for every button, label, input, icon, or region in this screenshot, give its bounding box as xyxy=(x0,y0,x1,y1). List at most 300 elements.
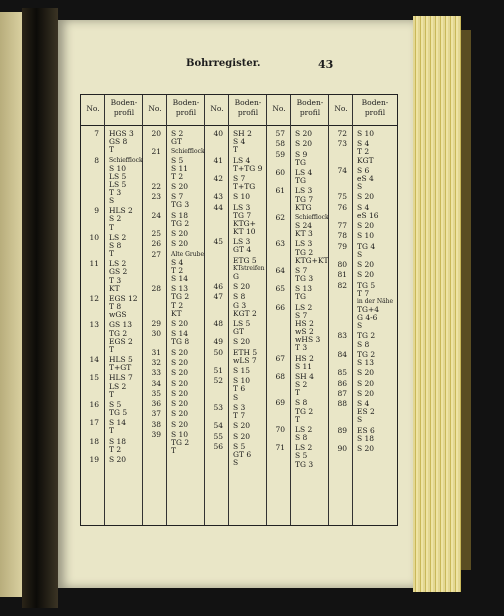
soil-profile-line: LS 5 xyxy=(109,179,127,189)
header-line: profil xyxy=(113,108,135,117)
book-cover-edge xyxy=(461,30,471,570)
soil-profile-line: ETH 5 xyxy=(233,347,258,357)
soil-profile-line: T+GT xyxy=(109,363,132,373)
soil-profile-line: GT xyxy=(233,327,244,336)
soil-profile-line: EGS 12 xyxy=(109,293,138,303)
header-line: profil xyxy=(237,108,259,117)
soil-profile-line: T xyxy=(109,145,115,155)
column-rule xyxy=(228,95,229,525)
bore-number: 22 xyxy=(151,182,161,191)
header-line: Boden- xyxy=(296,98,324,107)
book-gutter xyxy=(22,8,58,608)
bore-number: 72 xyxy=(337,129,347,138)
bore-number: 17 xyxy=(89,418,99,428)
soil-profile-line: TG 2 xyxy=(109,328,128,338)
bore-number: 40 xyxy=(213,129,223,138)
soil-profile-line: TG 7 xyxy=(233,210,252,220)
column-rule xyxy=(352,95,353,525)
soil-profile-line: S 20 xyxy=(171,409,189,419)
soil-profile-line: S 10 xyxy=(357,129,375,138)
soil-profile-line: T 7 xyxy=(357,288,370,298)
soil-profile-line: S 20 xyxy=(171,378,189,388)
soil-profile-line: HLS 5 xyxy=(109,355,133,364)
soil-profile-line: T xyxy=(109,249,115,258)
bore-number: 30 xyxy=(151,329,161,339)
soil-profile-line: S 20 xyxy=(295,139,313,149)
soil-profile-line: HLS 7 xyxy=(109,373,133,383)
header-no xyxy=(205,104,229,114)
bore-number: 60 xyxy=(275,168,285,177)
soil-profile-line: S 7 xyxy=(171,192,184,202)
bore-number: 51 xyxy=(213,366,223,375)
soil-profile-line: S 20 xyxy=(357,368,375,378)
soil-profile-line: S 20 xyxy=(233,421,251,431)
soil-profile-line: KTstreifen xyxy=(233,264,265,272)
soil-profile-line: KGT xyxy=(357,155,374,165)
header-no xyxy=(143,104,167,114)
soil-profile-line: S 4 xyxy=(357,399,370,409)
bore-number: 44 xyxy=(213,202,223,212)
bore-number: 74 xyxy=(337,165,347,175)
bore-number: 25 xyxy=(151,229,161,239)
soil-profile-line: in der Nähe xyxy=(357,297,394,305)
soil-profile-line: S 5 xyxy=(233,441,246,451)
soil-profile-line: LS 2 xyxy=(109,232,127,242)
bore-number: 29 xyxy=(151,318,161,328)
soil-profile-line: S 11 xyxy=(295,361,313,371)
bore-number: 70 xyxy=(275,424,285,434)
bore-number: 79 xyxy=(337,241,347,251)
soil-profile-line: eS 4 xyxy=(357,173,374,183)
soil-profile-line: TG 5 xyxy=(109,408,128,417)
bore-number: 58 xyxy=(275,139,285,149)
bore-number: 88 xyxy=(337,399,347,409)
header-no xyxy=(329,104,353,114)
soil-profile-line: S 20 xyxy=(357,378,375,388)
soil-profile-line: S 8 xyxy=(357,339,370,349)
bore-number: 71 xyxy=(275,443,285,453)
bore-number: 13 xyxy=(89,320,99,330)
bore-number: 86 xyxy=(337,378,347,388)
soil-profile-line: S xyxy=(357,182,363,191)
soil-profile-line: T xyxy=(233,145,239,155)
bore-number: 37 xyxy=(151,409,161,419)
bore-number: 53 xyxy=(213,402,223,412)
soil-profile-line: S xyxy=(357,249,363,259)
soil-profile-line: Alte Grube xyxy=(171,250,205,258)
column-rule xyxy=(290,95,291,525)
soil-profile-line: TG 5 xyxy=(357,280,376,290)
soil-profile-line: S 20 xyxy=(357,388,375,398)
bore-number: 83 xyxy=(337,331,347,341)
bore-number: 23 xyxy=(151,192,161,202)
soil-profile-line: Schiefflock xyxy=(109,156,143,164)
header-line: Boden- xyxy=(234,98,262,107)
soil-profile-line: G xyxy=(233,271,239,281)
header-line: No. xyxy=(334,104,348,113)
soil-profile-line: S 20 xyxy=(109,455,127,465)
bore-number: 75 xyxy=(337,192,347,202)
bore-number: 46 xyxy=(213,282,223,292)
bore-number: 89 xyxy=(337,425,347,435)
soil-profile-line: T xyxy=(109,426,115,436)
soil-profile-line: LS 2 xyxy=(109,259,127,269)
soil-profile-line: T 2 xyxy=(109,444,122,454)
soil-profile-line: wGS xyxy=(109,310,127,320)
soil-profile-line: S 5 xyxy=(295,451,308,461)
soil-profile-line: S xyxy=(233,392,239,402)
bore-number: 35 xyxy=(151,388,161,398)
soil-profile-line: LS 2 xyxy=(295,443,313,453)
bore-number: 9 xyxy=(94,206,99,216)
bore-number: 45 xyxy=(213,237,223,247)
soil-profile-line: S 20 xyxy=(357,444,375,453)
bore-number: 52 xyxy=(213,376,223,386)
soil-profile-line: KT xyxy=(171,308,182,318)
soil-profile-line: T 8 xyxy=(109,302,122,311)
soil-profile-line: S 24 xyxy=(295,221,313,230)
header-bodenprofil xyxy=(105,98,143,118)
soil-profile-line: S 20 xyxy=(171,318,189,328)
soil-profile-line: eS 16 xyxy=(357,210,379,220)
soil-profile-line: S 20 xyxy=(171,239,189,249)
soil-profile-line: KTG+KT xyxy=(295,255,329,265)
bore-number: 59 xyxy=(275,149,285,159)
soil-profile-line: S xyxy=(357,415,363,425)
soil-profile-line: S 5 xyxy=(109,399,122,409)
soil-profile-line: T 2 xyxy=(171,171,184,181)
soil-profile-line: S 20 xyxy=(233,282,251,292)
soil-profile-line: LS 4 xyxy=(233,155,251,165)
soil-profile-line: ETG 5 xyxy=(233,255,257,265)
soil-profile-line: S 2 xyxy=(171,129,184,138)
soil-profile-line: S 8 xyxy=(233,292,246,302)
soil-profile-line: S 10 xyxy=(233,376,251,386)
bore-number: 62 xyxy=(275,212,285,222)
left-page-edge xyxy=(0,12,22,597)
bore-number: 14 xyxy=(89,355,99,364)
bore-number: 20 xyxy=(151,129,161,138)
soil-profile-line: TG xyxy=(295,292,306,302)
bore-number: 65 xyxy=(275,284,285,294)
soil-profile-line: S 18 xyxy=(109,436,127,446)
soil-profile-line: GS 8 xyxy=(109,137,128,147)
soil-profile-line: KTG xyxy=(295,202,312,212)
bore-number: 27 xyxy=(151,249,161,259)
header-line: profil xyxy=(299,108,321,117)
bore-number: 10 xyxy=(89,232,99,242)
bore-number: 81 xyxy=(337,270,347,280)
running-head xyxy=(0,58,504,72)
soil-profile-line: TG xyxy=(295,176,306,186)
bore-number: 32 xyxy=(151,357,161,367)
soil-profile-line: T xyxy=(109,222,115,232)
soil-profile-line: S 10 xyxy=(171,430,189,439)
soil-profile-line: LS 2 xyxy=(295,424,313,434)
header-line: profil xyxy=(364,108,386,117)
soil-profile-line: S 20 xyxy=(233,431,251,441)
soil-profile-line: T xyxy=(295,388,301,398)
soil-profile-line: Schiefflock xyxy=(295,213,329,221)
soil-profile-line: SH 4 xyxy=(295,371,314,381)
soil-profile-line: S 4 xyxy=(357,139,370,149)
soil-profile-line: T 2 xyxy=(171,265,184,275)
soil-profile-line: LS 3 xyxy=(295,239,313,249)
bore-number: 19 xyxy=(89,455,99,465)
bore-number: 28 xyxy=(151,284,161,294)
bore-number: 78 xyxy=(337,231,347,241)
soil-profile-line: T+TG 9 xyxy=(233,163,263,173)
soil-profile-line: S 10 xyxy=(357,231,375,241)
header-no xyxy=(267,104,291,114)
soil-profile-line: S 20 xyxy=(171,388,189,398)
soil-profile-line: S 13 xyxy=(171,284,189,294)
soil-profile-line: S 20 xyxy=(357,221,375,230)
bore-number: 84 xyxy=(337,349,347,359)
soil-profile-line: S 2 xyxy=(295,380,308,389)
bore-number: 7 xyxy=(94,129,99,138)
header-rule xyxy=(81,125,397,126)
soil-profile-line: S 13 xyxy=(357,357,375,367)
soil-profile-line: T xyxy=(295,414,301,424)
soil-profile-line: KTG+ xyxy=(233,218,256,228)
bore-number: 77 xyxy=(337,221,347,230)
bore-number: 80 xyxy=(337,260,347,269)
soil-profile-line: S 10 xyxy=(109,163,127,173)
soil-profile-line: T xyxy=(109,389,115,399)
soil-profile-line: S 20 xyxy=(171,399,189,409)
soil-profile-line: ES 6 xyxy=(357,425,375,435)
bore-number: 54 xyxy=(213,421,223,431)
bore-number: 42 xyxy=(213,173,223,183)
bore-number: 48 xyxy=(213,318,223,328)
bore-number: 87 xyxy=(337,388,347,398)
soil-profile-line: S 20 xyxy=(171,357,189,367)
bore-number: 8 xyxy=(94,155,99,165)
soil-profile-line: T+TG xyxy=(233,182,256,191)
soil-profile-line: S 13 xyxy=(295,284,313,294)
bore-number: 73 xyxy=(337,139,347,149)
soil-profile-line: S 9 xyxy=(295,149,308,159)
soil-profile-line: G 4-6 xyxy=(357,313,378,322)
soil-profile-line: S xyxy=(233,458,239,467)
soil-profile-line: S 8 xyxy=(295,433,308,442)
bore-number: 24 xyxy=(151,210,161,220)
bore-number: 55 xyxy=(213,431,223,441)
bore-number: 56 xyxy=(213,441,223,451)
soil-profile-line: HGS 3 xyxy=(109,129,134,138)
soil-profile-line: S 8 xyxy=(109,240,122,250)
bore-number: 26 xyxy=(151,239,161,249)
column-rule xyxy=(328,95,329,525)
soil-profile-line: TG 2 xyxy=(295,247,314,257)
bore-number: 38 xyxy=(151,419,161,429)
bore-number: 57 xyxy=(275,129,285,138)
soil-profile-line: TG 8 xyxy=(171,337,190,347)
header-line: No. xyxy=(210,104,224,113)
header-line: No. xyxy=(86,104,100,113)
header-line: profil xyxy=(175,108,197,117)
soil-profile-line: HLS 2 xyxy=(109,206,133,216)
bore-number: 68 xyxy=(275,371,285,381)
bore-number: 67 xyxy=(275,353,285,363)
soil-profile-line: EGS 2 xyxy=(109,336,133,346)
soil-profile-line: GT 6 xyxy=(233,449,252,459)
soil-profile-line: S 2 xyxy=(109,214,122,224)
bore-register-table xyxy=(80,94,398,526)
soil-profile-line: T 2 xyxy=(171,300,184,310)
soil-profile-line: wS 2 xyxy=(295,327,314,336)
soil-profile-line: TG 2 xyxy=(295,406,314,416)
bore-number: 82 xyxy=(337,280,347,290)
soil-profile-line: S xyxy=(357,321,363,331)
bore-number: 43 xyxy=(213,192,223,202)
soil-profile-line: S xyxy=(109,196,115,205)
soil-profile-line: S 20 xyxy=(171,419,189,429)
soil-profile-line: S 20 xyxy=(357,192,375,202)
bore-number: 50 xyxy=(213,347,223,357)
soil-profile-line: LS 5 xyxy=(233,318,251,328)
soil-profile-line: HS 2 xyxy=(295,353,314,363)
soil-profile-line: HS 2 xyxy=(295,318,314,328)
soil-profile-line: LS 5 xyxy=(109,171,127,181)
soil-profile-line: LS 3 xyxy=(233,202,251,212)
soil-profile-line: TG 7 xyxy=(295,194,314,204)
soil-profile-line: S 7 xyxy=(295,310,308,320)
soil-profile-line: Schiefflock xyxy=(171,148,205,156)
soil-profile-line: T 3 xyxy=(109,187,122,197)
soil-profile-line: TG 2 xyxy=(357,331,376,341)
soil-profile-line: GS 2 xyxy=(109,267,128,277)
bore-number: 63 xyxy=(275,239,285,249)
running-head-title: Bohrregister. xyxy=(186,58,261,69)
soil-profile-line: S 20 xyxy=(357,260,375,269)
soil-profile-line: GS 13 xyxy=(109,320,133,330)
soil-profile-line: T 3 xyxy=(109,275,122,285)
soil-profile-line: S 6 xyxy=(357,165,370,175)
soil-profile-line: S 8 xyxy=(295,398,308,408)
soil-profile-line: S 10 xyxy=(233,192,251,202)
soil-profile-line: S 18 xyxy=(357,433,375,443)
page-number: 43 xyxy=(318,58,334,71)
column-rule xyxy=(104,95,105,525)
bore-number: 11 xyxy=(89,259,99,269)
bore-number: 36 xyxy=(151,399,161,409)
soil-profile-line: S 4 xyxy=(233,137,246,147)
soil-profile-line: S 20 xyxy=(171,182,189,191)
bore-number: 39 xyxy=(151,430,161,439)
header-line: No. xyxy=(148,104,162,113)
soil-profile-line: S 3 xyxy=(233,402,246,412)
soil-profile-line: T 6 xyxy=(233,384,246,394)
page-block-edge xyxy=(413,16,461,592)
bore-number: 12 xyxy=(89,293,99,303)
bore-number: 41 xyxy=(213,155,223,165)
bore-number: 15 xyxy=(89,373,99,383)
soil-profile-line: S 5 xyxy=(171,155,184,165)
soil-profile-line: S 4 xyxy=(357,202,370,212)
soil-profile-line: TG xyxy=(295,157,306,167)
soil-profile-line: KT 10 xyxy=(233,226,256,236)
soil-profile-line: T 3 xyxy=(295,343,308,353)
bore-number: 18 xyxy=(89,436,99,446)
bore-number: 16 xyxy=(89,399,99,409)
soil-profile-line: S 20 xyxy=(357,270,375,280)
soil-profile-line: S 15 xyxy=(233,366,251,375)
bore-number: 33 xyxy=(151,368,161,378)
soil-profile-line: LS 4 xyxy=(295,168,313,177)
soil-profile-line: TG 2 xyxy=(357,349,376,359)
soil-profile-line: KT 3 xyxy=(295,229,313,239)
header-line: No. xyxy=(272,104,286,113)
soil-profile-line: S 20 xyxy=(171,347,189,357)
soil-profile-line: TG 3 xyxy=(295,459,314,469)
soil-profile-line: S 14 xyxy=(109,418,127,428)
soil-profile-line: wHS 3 xyxy=(295,335,321,345)
soil-profile-line: T 2 xyxy=(357,147,370,157)
soil-profile-line: G 3 xyxy=(233,300,247,310)
soil-profile-line: T xyxy=(109,344,115,354)
bore-number: 85 xyxy=(337,368,347,378)
soil-profile-line: LS 3 xyxy=(233,237,251,247)
soil-profile-line: S 18 xyxy=(171,210,189,220)
soil-profile-line: S 14 xyxy=(171,274,189,283)
soil-profile-line: SH 2 xyxy=(233,129,252,138)
header-line: Boden- xyxy=(110,98,138,107)
soil-profile-line: LS 2 xyxy=(295,302,313,312)
soil-profile-line: TG 3 xyxy=(295,274,314,283)
bore-number: 21 xyxy=(151,147,161,157)
soil-profile-line: TG 2 xyxy=(171,438,190,448)
bore-number: 69 xyxy=(275,398,285,408)
header-bodenprofil xyxy=(291,98,329,118)
soil-profile-line: LS 3 xyxy=(295,186,313,196)
soil-profile-line: TG 3 xyxy=(171,200,190,210)
header-line: Boden- xyxy=(172,98,200,107)
soil-profile-line: S 14 xyxy=(171,329,189,339)
soil-profile-line: T xyxy=(171,446,177,456)
soil-profile-line: S 20 xyxy=(233,337,251,347)
soil-profile-line: GT 4 xyxy=(233,245,252,255)
bore-number: 34 xyxy=(151,378,161,388)
header-line: Boden- xyxy=(361,98,389,107)
soil-profile-line: T 7 xyxy=(233,410,246,420)
bore-number: 49 xyxy=(213,337,223,347)
bore-number: 64 xyxy=(275,265,285,275)
soil-profile-line: wLS 7 xyxy=(233,355,257,365)
bore-number: 47 xyxy=(213,292,223,302)
soil-profile-line: KT xyxy=(109,283,120,293)
soil-profile-line: GT xyxy=(171,137,182,147)
soil-profile-line: ES 2 xyxy=(357,407,375,417)
soil-profile-line: LS 2 xyxy=(109,381,127,391)
soil-profile-line: TG 2 xyxy=(171,218,190,228)
soil-profile-line: TG+4 xyxy=(357,304,380,314)
bore-number: 66 xyxy=(275,302,285,312)
header-bodenprofil xyxy=(167,98,205,118)
header-bodenprofil xyxy=(353,98,397,118)
bore-number: 90 xyxy=(337,444,347,453)
soil-profile-line: TG 2 xyxy=(171,292,190,302)
soil-profile-line: S 20 xyxy=(171,229,189,239)
soil-profile-line: KGT 2 xyxy=(233,308,257,318)
bore-number: 31 xyxy=(151,347,161,357)
soil-profile-line: S 7 xyxy=(233,173,246,183)
soil-profile-line: S 4 xyxy=(171,257,184,267)
column-rule xyxy=(166,95,167,525)
soil-profile-line: S 7 xyxy=(295,265,308,275)
bore-number: 76 xyxy=(337,202,347,212)
